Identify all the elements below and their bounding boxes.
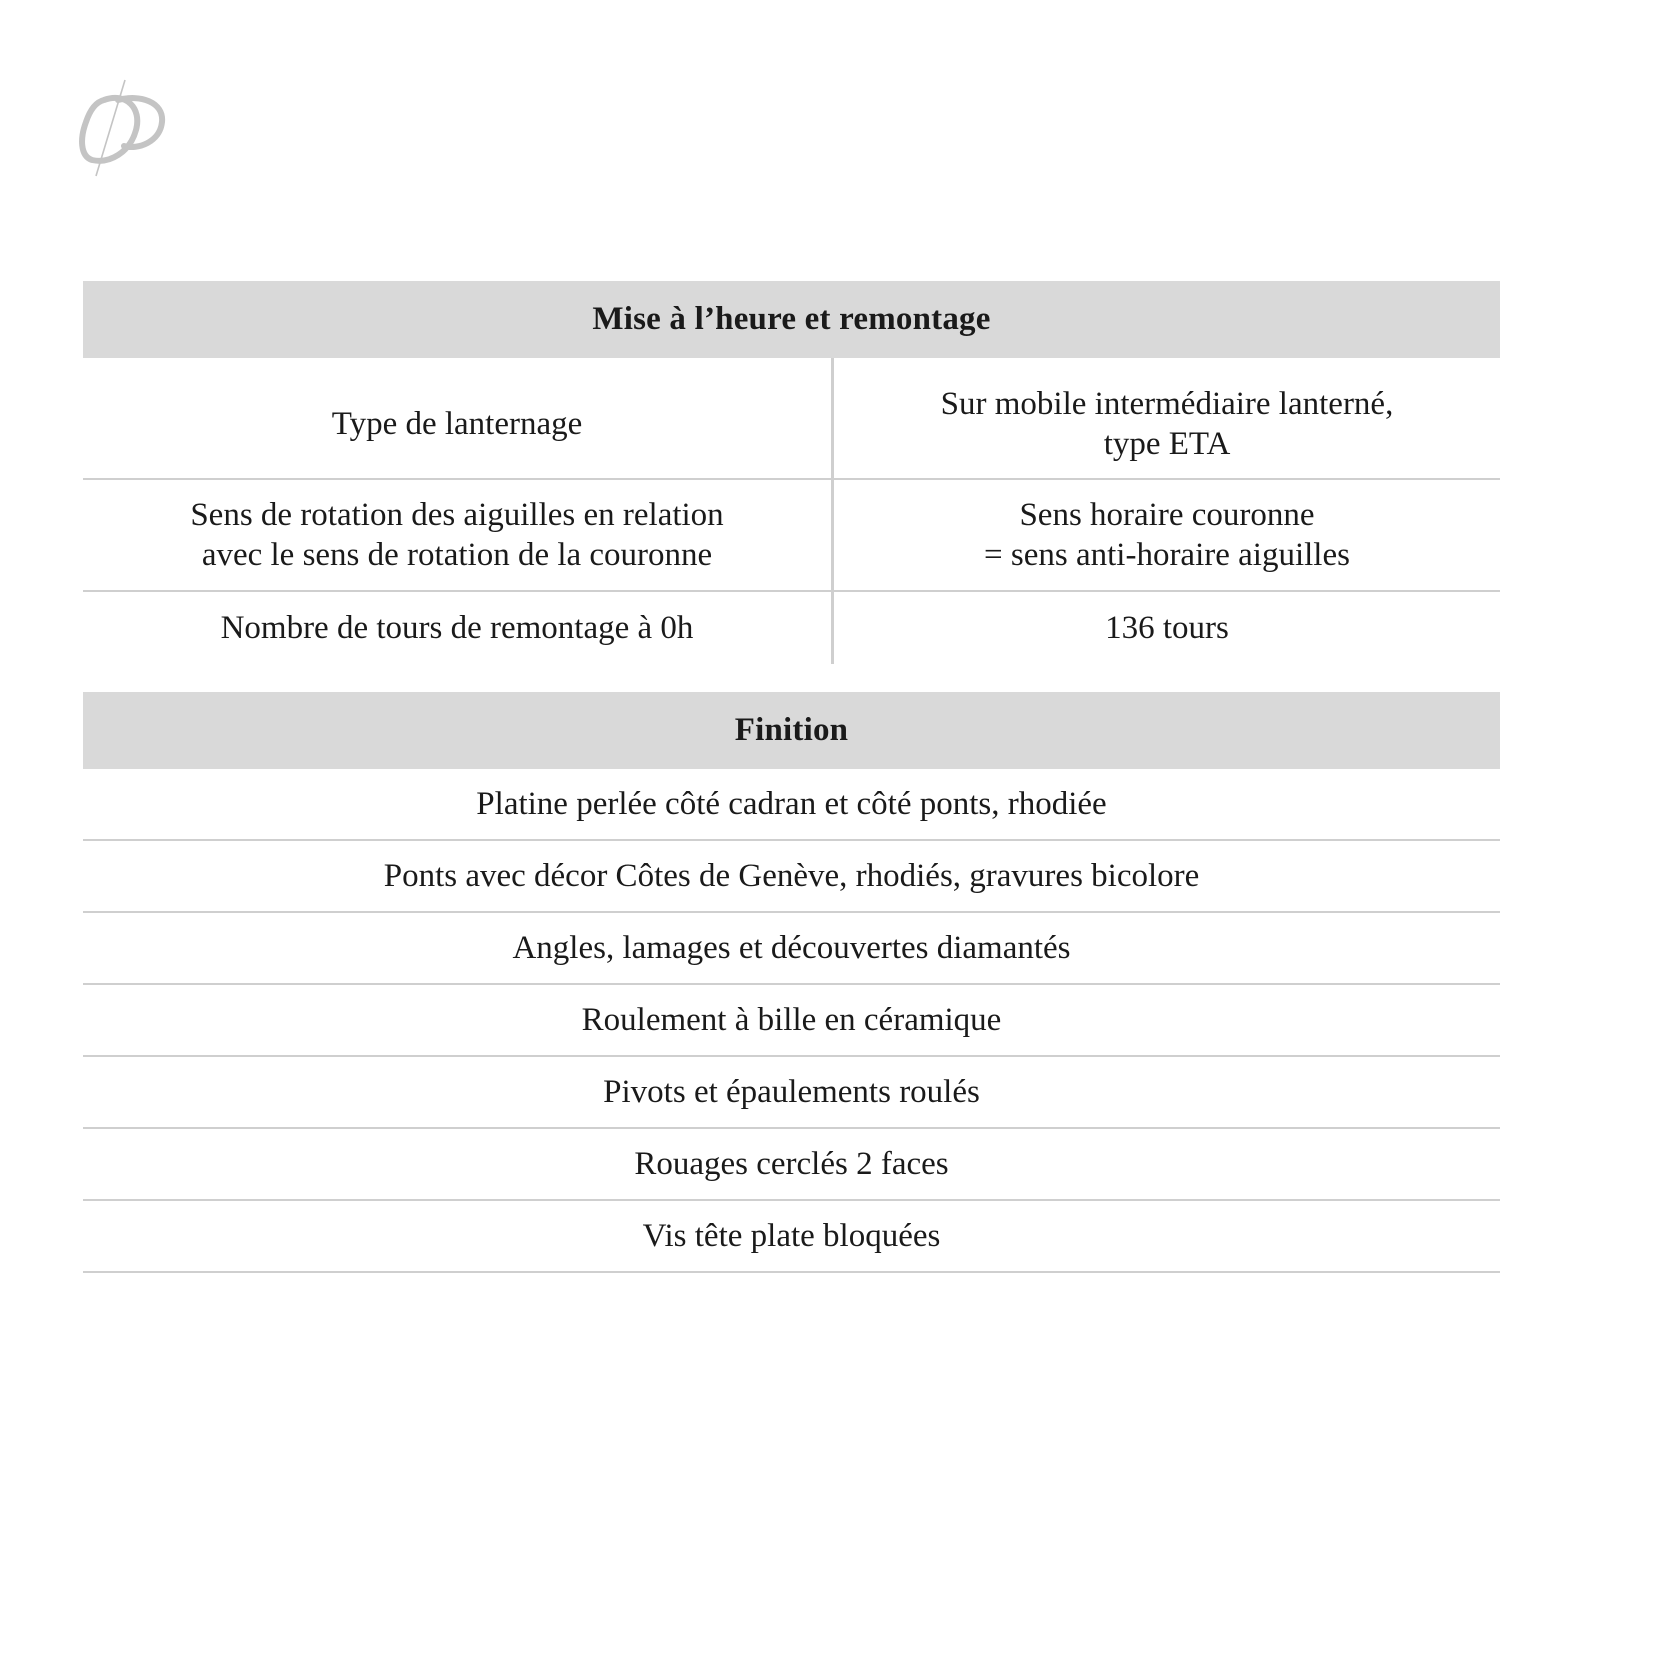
list-item: Pivots et épaulements roulés xyxy=(83,1057,1500,1129)
section-header-finishing: Finition xyxy=(83,692,1500,769)
table-row xyxy=(83,591,1500,664)
dp-monogram-logo xyxy=(78,78,170,178)
row-label-cell xyxy=(83,479,833,591)
list-item: Platine perlée côté cadran et côté ponts, rhodiée xyxy=(83,769,1500,841)
row-value-line: = sens anti-horaire aiguilles xyxy=(984,537,1350,573)
row-label-cell xyxy=(83,591,833,664)
row-value-cell xyxy=(833,358,1501,479)
row-value-line: Sens horaire couronne xyxy=(1019,497,1315,533)
row-label-line: Sens de rotation des aiguilles en relation xyxy=(190,497,724,533)
list-item: Roulement à bille en céramique xyxy=(83,985,1500,1057)
table-row xyxy=(83,479,1500,591)
section-spacer xyxy=(83,664,1500,692)
finishing-list xyxy=(83,769,1500,1273)
row-value-line: type ETA xyxy=(1103,426,1231,462)
row-value-cell xyxy=(833,591,1501,664)
section-header-setting-winding: Mise à l’heure et remontage xyxy=(83,281,1500,358)
row-label-cell xyxy=(83,358,833,479)
list-item: Vis tête plate bloquées xyxy=(83,1201,1500,1273)
setting-winding-table xyxy=(83,358,1500,664)
specification-sheet xyxy=(83,281,1500,1273)
list-item: Angles, lamages et découvertes diamantés xyxy=(83,913,1500,985)
row-value-cell xyxy=(833,479,1501,591)
row-value-line: Sur mobile intermédiaire lanterné, xyxy=(940,386,1394,422)
row-label-line: avec le sens de rotation de la couronne xyxy=(201,537,713,573)
list-item: Rouages cerclés 2 faces xyxy=(83,1129,1500,1201)
table-row xyxy=(83,358,1500,479)
row-label-line: Type de lanternage xyxy=(331,406,583,442)
row-value-line: 136 tours xyxy=(1105,610,1229,646)
row-label-line: Nombre de tours de remontage à 0h xyxy=(220,610,694,646)
list-item: Ponts avec décor Côtes de Genève, rhodiés, gravures bicolore xyxy=(83,841,1500,913)
